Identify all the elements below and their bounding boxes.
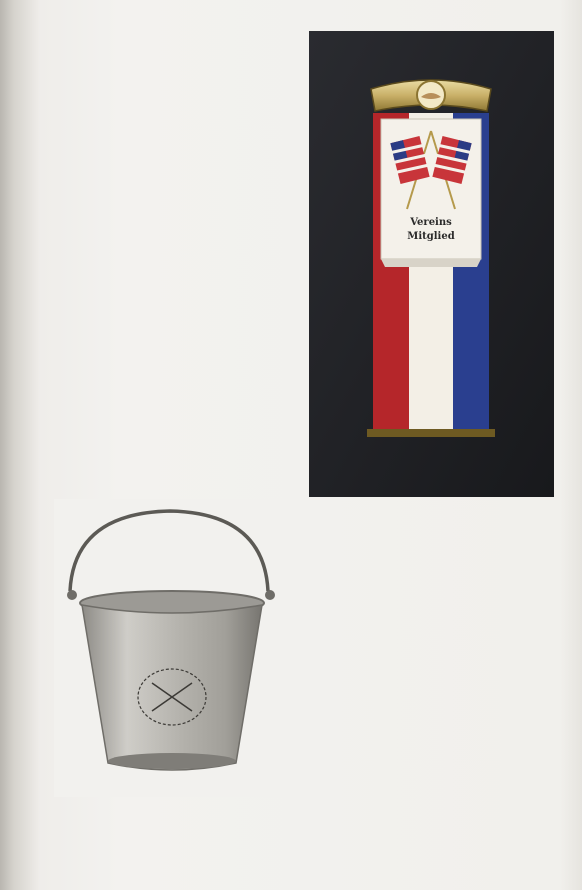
bucket-body — [82, 605, 262, 770]
ribbon-top-line-2: Mitglied — [407, 231, 455, 242]
bucket-photo — [54, 499, 292, 797]
bucket-illustration — [54, 499, 292, 797]
ribbon-top-line-1: Vereins — [410, 217, 452, 228]
badge-photo — [309, 31, 554, 497]
bucket-handle — [70, 511, 268, 591]
ribbon-badge-illustration — [309, 31, 554, 497]
